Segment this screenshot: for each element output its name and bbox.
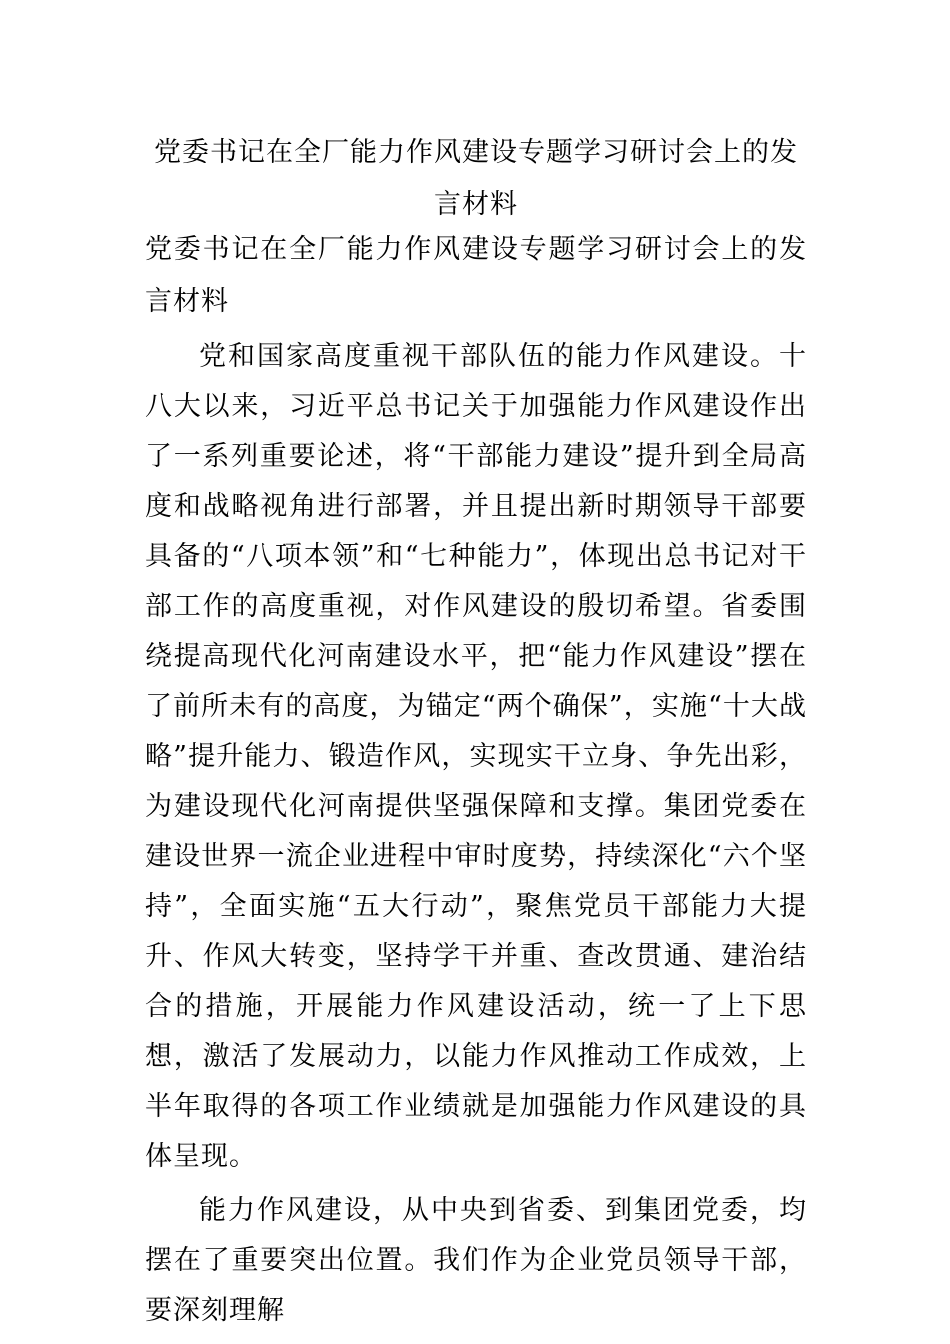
document-subtitle: 党委书记在全厂能力作风建设专题学习研讨会上的发言材料 [145,234,807,317]
paragraph: 能力作风建设，从中央到省委、到集团党委，均摆在了重要突出位置。我们作为企业党员领导干部，要深刻理解 [145,1195,807,1326]
document-body [145,224,807,1336]
paragraph: 党和国家高度重视干部队伍的能力作风建设。十八大以来，习近平总书记关于加强能力作风建设作出了一系列重要论述，将“干部能力建设”提升到全局高度和战略视角进行部署，并且提出新时期领导干部要具备的“八项本领”和“七种能力”，体现出总书记对干部工作的高度重视，对作风建设的殷切希望。省委围绕提高现代化河南建设水平，把“能力作风建设”摆在了前所未有的高度，为锚定“两个确保”，实施“十大战略”提升能力、锻造作风，实现实干立身、争先出彩，为建设现代化河南提供坚强保障和支撑。集团党委在建设世界一流企业进程中审时度势，持续深化“六个坚持”，全面实施“五大行动”，聚焦党员干部能力大提升、作风大转变，坚持学干并重、查改贯通、建治结合的措施，开展能力作风建设活动，统一了上下思想，激活了发展动力，以能力作风推动工作成效，上半年取得的各项工作业绩就是加强能力作风建设的具体呈现。 [145,341,807,1172]
document-title: 党委书记在全厂能力作风建设专题学习研讨会上的发言材料 [154,137,798,220]
